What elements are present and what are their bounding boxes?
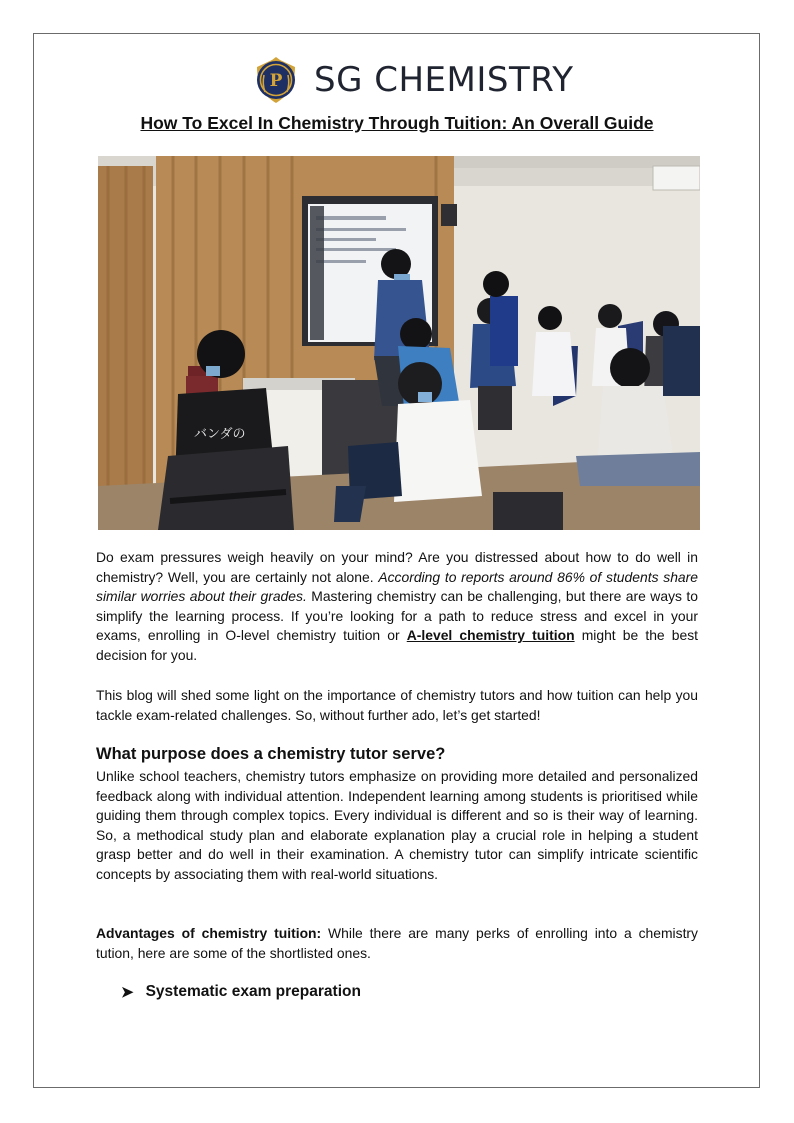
section-heading: What purpose does a chemistry tutor serve? [96, 745, 446, 763]
svg-text:バンダの: バンダの [194, 427, 246, 442]
brand-name: SG CHEMISTRY [314, 60, 574, 100]
svg-text:P: P [269, 71, 283, 91]
intro-paragraph [96, 548, 698, 666]
advantages-label: Advantages of chemistry tuition: [96, 925, 322, 941]
section-body-paragraph: Unlike school teachers, chemistry tutors emphasize on providing more detailed and personalized feedback along with individual attention. Independent learning among students is prioritised while guiding them through complex topics. Every individual is different and so is their way of learning. So, a methodical study plan and elaborate explanation play a crucial role in helping a student grasp better and do well in their examination. A chemistry tutor can simplify intricate scientific concepts by associating them with real-world situations. [96, 768, 698, 882]
sg-chemistry-logo[interactable] [252, 53, 573, 107]
advantages-text: While there are many perks of enrolling into a chemistry tution, here are some of the shortlisted ones. [96, 925, 698, 961]
blog-intro-paragraph: This blog will shed some light on the importance of chemistry tutors and how tuition can help you tackle exam-related challenges. So, without further ado, let’s get started! [96, 687, 698, 723]
intro-text-1: Do exam pressures weigh heavily on your mind? Are you distressed about how to do well in chemistry? Well, you are certainly not alone. [96, 549, 698, 585]
advantages-paragraph [96, 924, 698, 963]
arrow-bullet-icon: ➤ [121, 984, 134, 1001]
intro-italic-stat: According to reports around 86% of students share similar worries about their grades. [96, 568, 699, 605]
intro-text-2: Mastering chemistry can be challenging, but there are ways to simplify the learning process. If you’re looking for a path to reduce stress and excel in your exams, enrolling in O-level chemistry tuition or [96, 588, 698, 644]
intro-text-3: might be the best decision for you. [96, 627, 699, 663]
bullet-item [121, 983, 361, 1001]
a-level-chemistry-tuition-link[interactable]: A-level chemistry tuition [406, 627, 575, 644]
classroom-photo [98, 156, 700, 530]
shield-crest-icon [252, 55, 300, 105]
article-title: How To Excel In Chemistry Through Tuition: An Overall Guide [140, 113, 654, 133]
bullet-label: Systematic exam preparation [145, 983, 361, 1000]
